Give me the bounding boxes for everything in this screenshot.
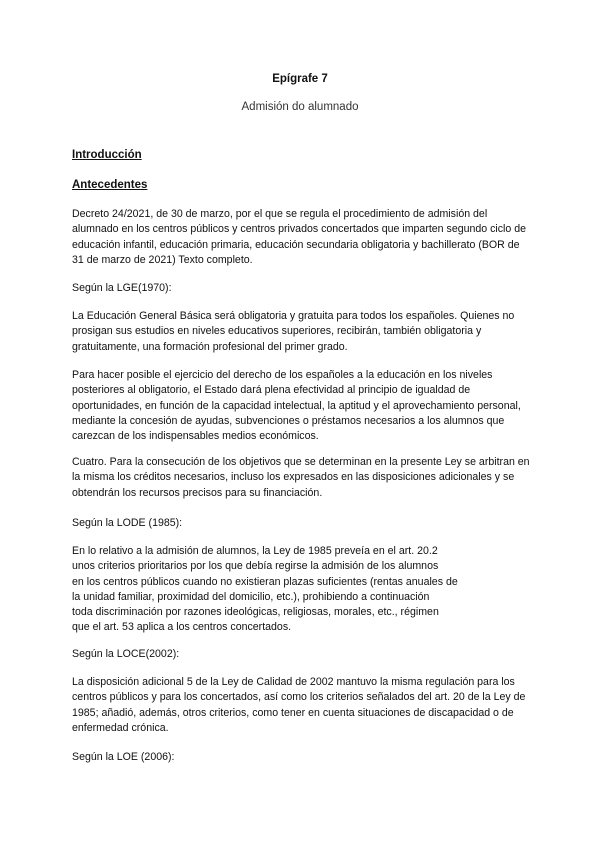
document-subtitle: Admisión do alumnado bbox=[241, 101, 359, 113]
paragraph-lode bbox=[72, 544, 532, 636]
lode-line: la unidad familiar, proximidad del domicilio, etc.), prohibiendo a continuación bbox=[72, 590, 430, 603]
label-loe: Según la LOE (2006): bbox=[72, 751, 175, 763]
label-lge: Según la LGE(1970): bbox=[72, 282, 172, 294]
heading-introduccion: Introducción bbox=[72, 149, 142, 161]
lode-line: toda discriminación por razones ideológicas, religiosas, morales, etc., régimen bbox=[72, 606, 439, 619]
label-lode: Según la LODE (1985): bbox=[72, 517, 183, 529]
epigrafe-title: Epígrafe 7 bbox=[272, 73, 328, 85]
lode-line: En lo relativo a la admisión de alumnos, la Ley de 1985 preveía en el art. 20.2 bbox=[72, 545, 438, 557]
paragraph-lge-1: La Educación General Básica será obligatoria y gratuita para todos los españoles. Quienes no prosigan sus estudios en niveles educativos superiores, recibirán, también obligatoria y gratuitamente, una formación profesional del primer grado. bbox=[72, 310, 515, 353]
lode-line: en los centros públicos cuando no existieran plazas suficientes (rentas anuales de bbox=[72, 575, 458, 588]
paragraph-loce: La disposición adicional 5 de la Ley de Calidad de 2002 mantuvo la misma regulación para los centros públicos y para los concertados, así como los criterios señalados del art. 20 de la Ley de 1985; añadió, además, otros criterios, como tener en cuenta situaciones de discapacidad o de enfermedad crónica. bbox=[72, 676, 526, 734]
label-loce: Según la LOCE(2002): bbox=[72, 648, 180, 660]
heading-antecedentes: Antecedentes bbox=[72, 179, 148, 191]
paragraph-lge-2: Para hacer posible el ejercicio del derecho de los españoles a la educación en los niveles posteriores al obligatorio, el Estado dará plena efectividad al principio de igualdad de oportunidades, en función de la capacidad intelectual, la aptitud y el aprovechamiento personal, mediante la concesión de ayudas, subvenciones o préstamos necesarios a los alumnos que carezcan de los indispensables medios económicos. bbox=[72, 369, 521, 443]
paragraph-lge-3: Cuatro. Para la consecución de los objetivos que se determinan en la presente Ley se arbitran en la misma los créditos necesarios, incluso los expresados en las disposiciones adicionales y se obtendrán los recursos precisos para su financiación. bbox=[72, 456, 530, 499]
paragraph-decreto: Decreto 24/2021, de 30 de marzo, por el que se regula el procedimiento de admisión del alumnado en los centros públicos y centros privados concertados que imparten segundo ciclo de educación infantil, educación primaria, educación secundaria obligatoria y bachillerato (BOR de 31 de marzo de 2021) Texto completo. bbox=[72, 208, 527, 266]
lode-line: unos criterios prioritarios por los que debía regirse la admisión de los alumnos bbox=[72, 560, 439, 573]
lode-line: que el art. 53 aplica a los centros concertados. bbox=[72, 621, 292, 634]
